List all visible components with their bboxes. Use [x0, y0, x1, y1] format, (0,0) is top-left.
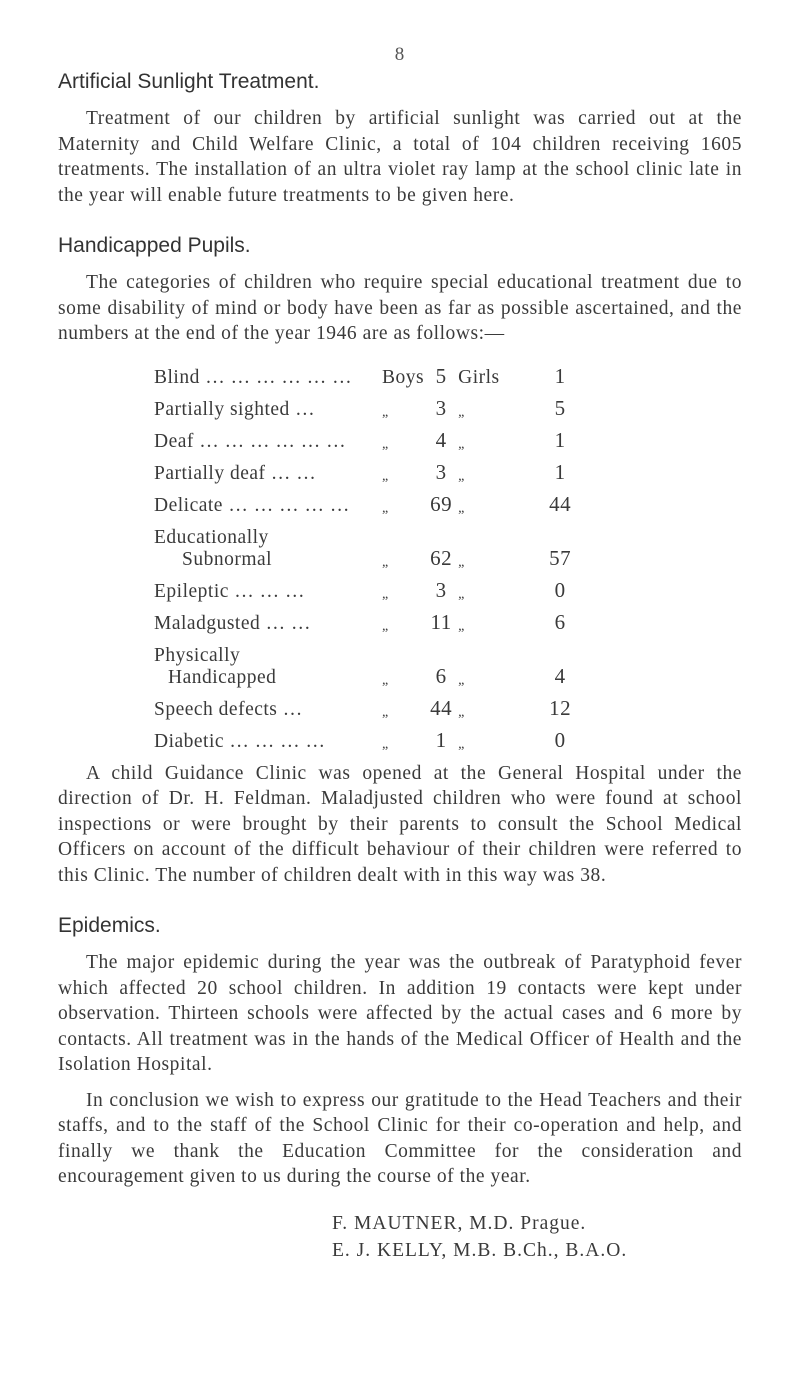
boys-count: 5 — [435, 363, 447, 388]
table-row — [154, 421, 580, 453]
boys-count: 3 — [435, 395, 447, 420]
ditto-mark: „ — [458, 618, 465, 634]
boys-count: 11 — [430, 609, 452, 634]
handicapped-table-body — [154, 357, 580, 753]
category-line: Blind … … … … … … — [154, 366, 353, 388]
ditto-mark: „ — [382, 404, 389, 420]
girls-label: Girls — [458, 366, 500, 388]
girls-count: 0 — [554, 577, 566, 602]
ditto-mark: „ — [458, 468, 465, 484]
category-label — [154, 721, 382, 753]
boys-count: 1 — [435, 727, 447, 752]
category-line: Partially deaf … … — [154, 462, 317, 484]
table-row — [154, 485, 580, 517]
category-label — [154, 421, 382, 453]
table-row — [154, 389, 580, 421]
ditto-mark: „ — [458, 436, 465, 452]
category-label — [154, 635, 382, 689]
ditto-mark: „ — [458, 500, 465, 516]
ditto-mark: „ — [382, 736, 389, 752]
ditto-mark: „ — [458, 736, 465, 752]
sunlight-heading: Artificial Sunlight Treatment. — [58, 70, 320, 93]
ditto-mark: „ — [458, 404, 465, 420]
boys-count: 3 — [435, 577, 447, 602]
ditto-mark: „ — [458, 704, 465, 720]
category-line: Physically — [154, 644, 241, 666]
signature-line: F. MAUTNER, M.D. Prague. — [332, 1212, 587, 1234]
ditto-mark: „ — [382, 586, 389, 602]
epidemics-paragraph: The major epidemic during the year was the outbreak of Paratyphoid fever which affected 20 school children. In addition 19 contacts were kept under observation. Thirteen schools were affected by the actual cases and 6 more by contacts. All treatment was in the hands of the Medical Officer of Health and the Isolation Hospital. — [58, 952, 742, 1075]
boys-label: Boys — [382, 366, 425, 388]
category-line: Partially sighted … — [154, 398, 316, 420]
boys-count: 62 — [430, 545, 453, 570]
ditto-mark: „ — [382, 554, 389, 570]
girls-count: 0 — [554, 727, 566, 752]
category-line: Educationally — [154, 526, 269, 548]
table-row — [154, 357, 580, 389]
table-row — [154, 453, 580, 485]
girls-count: 5 — [554, 395, 566, 420]
epidemics-heading: Epidemics. — [58, 914, 161, 937]
category-label — [154, 603, 382, 635]
category-label — [154, 517, 382, 571]
ditto-mark: „ — [382, 618, 389, 634]
ditto-mark: „ — [382, 468, 389, 484]
signatures — [332, 1210, 742, 1264]
girls-count: 12 — [549, 695, 572, 720]
table-row — [154, 721, 580, 753]
girls-count: 1 — [554, 459, 566, 484]
table-row — [154, 603, 580, 635]
sunlight-paragraph: Treatment of our children by artificial sunlight was carried out at the Maternity and Child Welfare Clinic, a total of 104 children receiving 1605 treatments. The installation of an ultra violet ray lamp at the school clinic late in the year will enable future treatments to be given here. — [58, 108, 742, 206]
girls-count: 1 — [554, 427, 566, 452]
table-row — [154, 517, 580, 571]
signature-line: E. J. KELLY, M.B. B.Ch., B.A.O. — [332, 1239, 628, 1261]
ditto-mark: „ — [382, 500, 389, 516]
boys-count: 3 — [435, 459, 447, 484]
handicapped-intro: The categories of children who require special educational treatment due to some disability of mind or body have been as far as possible ascertained, and the numbers at the end of the year 1946 are as follows:— — [58, 272, 742, 344]
ditto-mark: „ — [458, 586, 465, 602]
girls-count: 44 — [549, 491, 572, 516]
ditto-mark: „ — [382, 672, 389, 688]
boys-count: 4 — [435, 427, 447, 452]
ditto-mark: „ — [458, 672, 465, 688]
guidance-paragraph: A child Guidance Clinic was opened at the General Hospital under the direction of Dr. H. Feldman. Maladjusted children who were found at school inspections or were brought by their parents to consult the School Medical Officers on account of the difficult behaviour of their children were referred to this Clinic. The number of children dealt with in this way was 38. — [58, 762, 742, 886]
ditto-mark: „ — [382, 436, 389, 452]
category-line: Epileptic … … … — [154, 580, 306, 602]
category-line: Deaf … … … … … … — [154, 430, 347, 452]
category-label — [154, 485, 382, 517]
category-line: Maladgusted … … — [154, 612, 311, 634]
category-label — [154, 389, 382, 421]
category-label — [154, 689, 382, 721]
boys-count: 44 — [430, 695, 453, 720]
category-line: Subnormal — [182, 548, 273, 570]
category-line: Speech defects … — [154, 698, 303, 720]
handicapped-heading: Handicapped Pupils. — [58, 234, 251, 257]
conclusion-paragraph: In conclusion we wish to express our gratitude to the Head Teachers and their staffs, and to the staff of the School Clinic for their co-operation and help, and finally we thank the Education Committee for the consideration and encouragement given to us during the course of the year. — [58, 1089, 742, 1187]
boys-count: 69 — [430, 491, 453, 516]
table-row — [154, 689, 580, 721]
category-label — [154, 453, 382, 485]
ditto-mark: „ — [458, 554, 465, 570]
girls-count: 1 — [554, 363, 566, 388]
girls-count: 6 — [554, 609, 566, 634]
category-line: Delicate … … … … … — [154, 494, 350, 516]
document-page — [58, 44, 742, 1264]
girls-count: 4 — [554, 663, 566, 688]
boys-count: 6 — [435, 663, 447, 688]
girls-count: 57 — [549, 545, 572, 570]
category-line: Diabetic … … … … — [154, 730, 326, 752]
ditto-mark: „ — [382, 704, 389, 720]
category-label — [154, 571, 382, 603]
handicapped-table — [154, 357, 580, 753]
table-row — [154, 635, 580, 689]
page-number: 8 — [394, 44, 406, 65]
category-line: Handicapped — [168, 666, 277, 688]
table-row — [154, 571, 580, 603]
category-label — [154, 357, 382, 389]
